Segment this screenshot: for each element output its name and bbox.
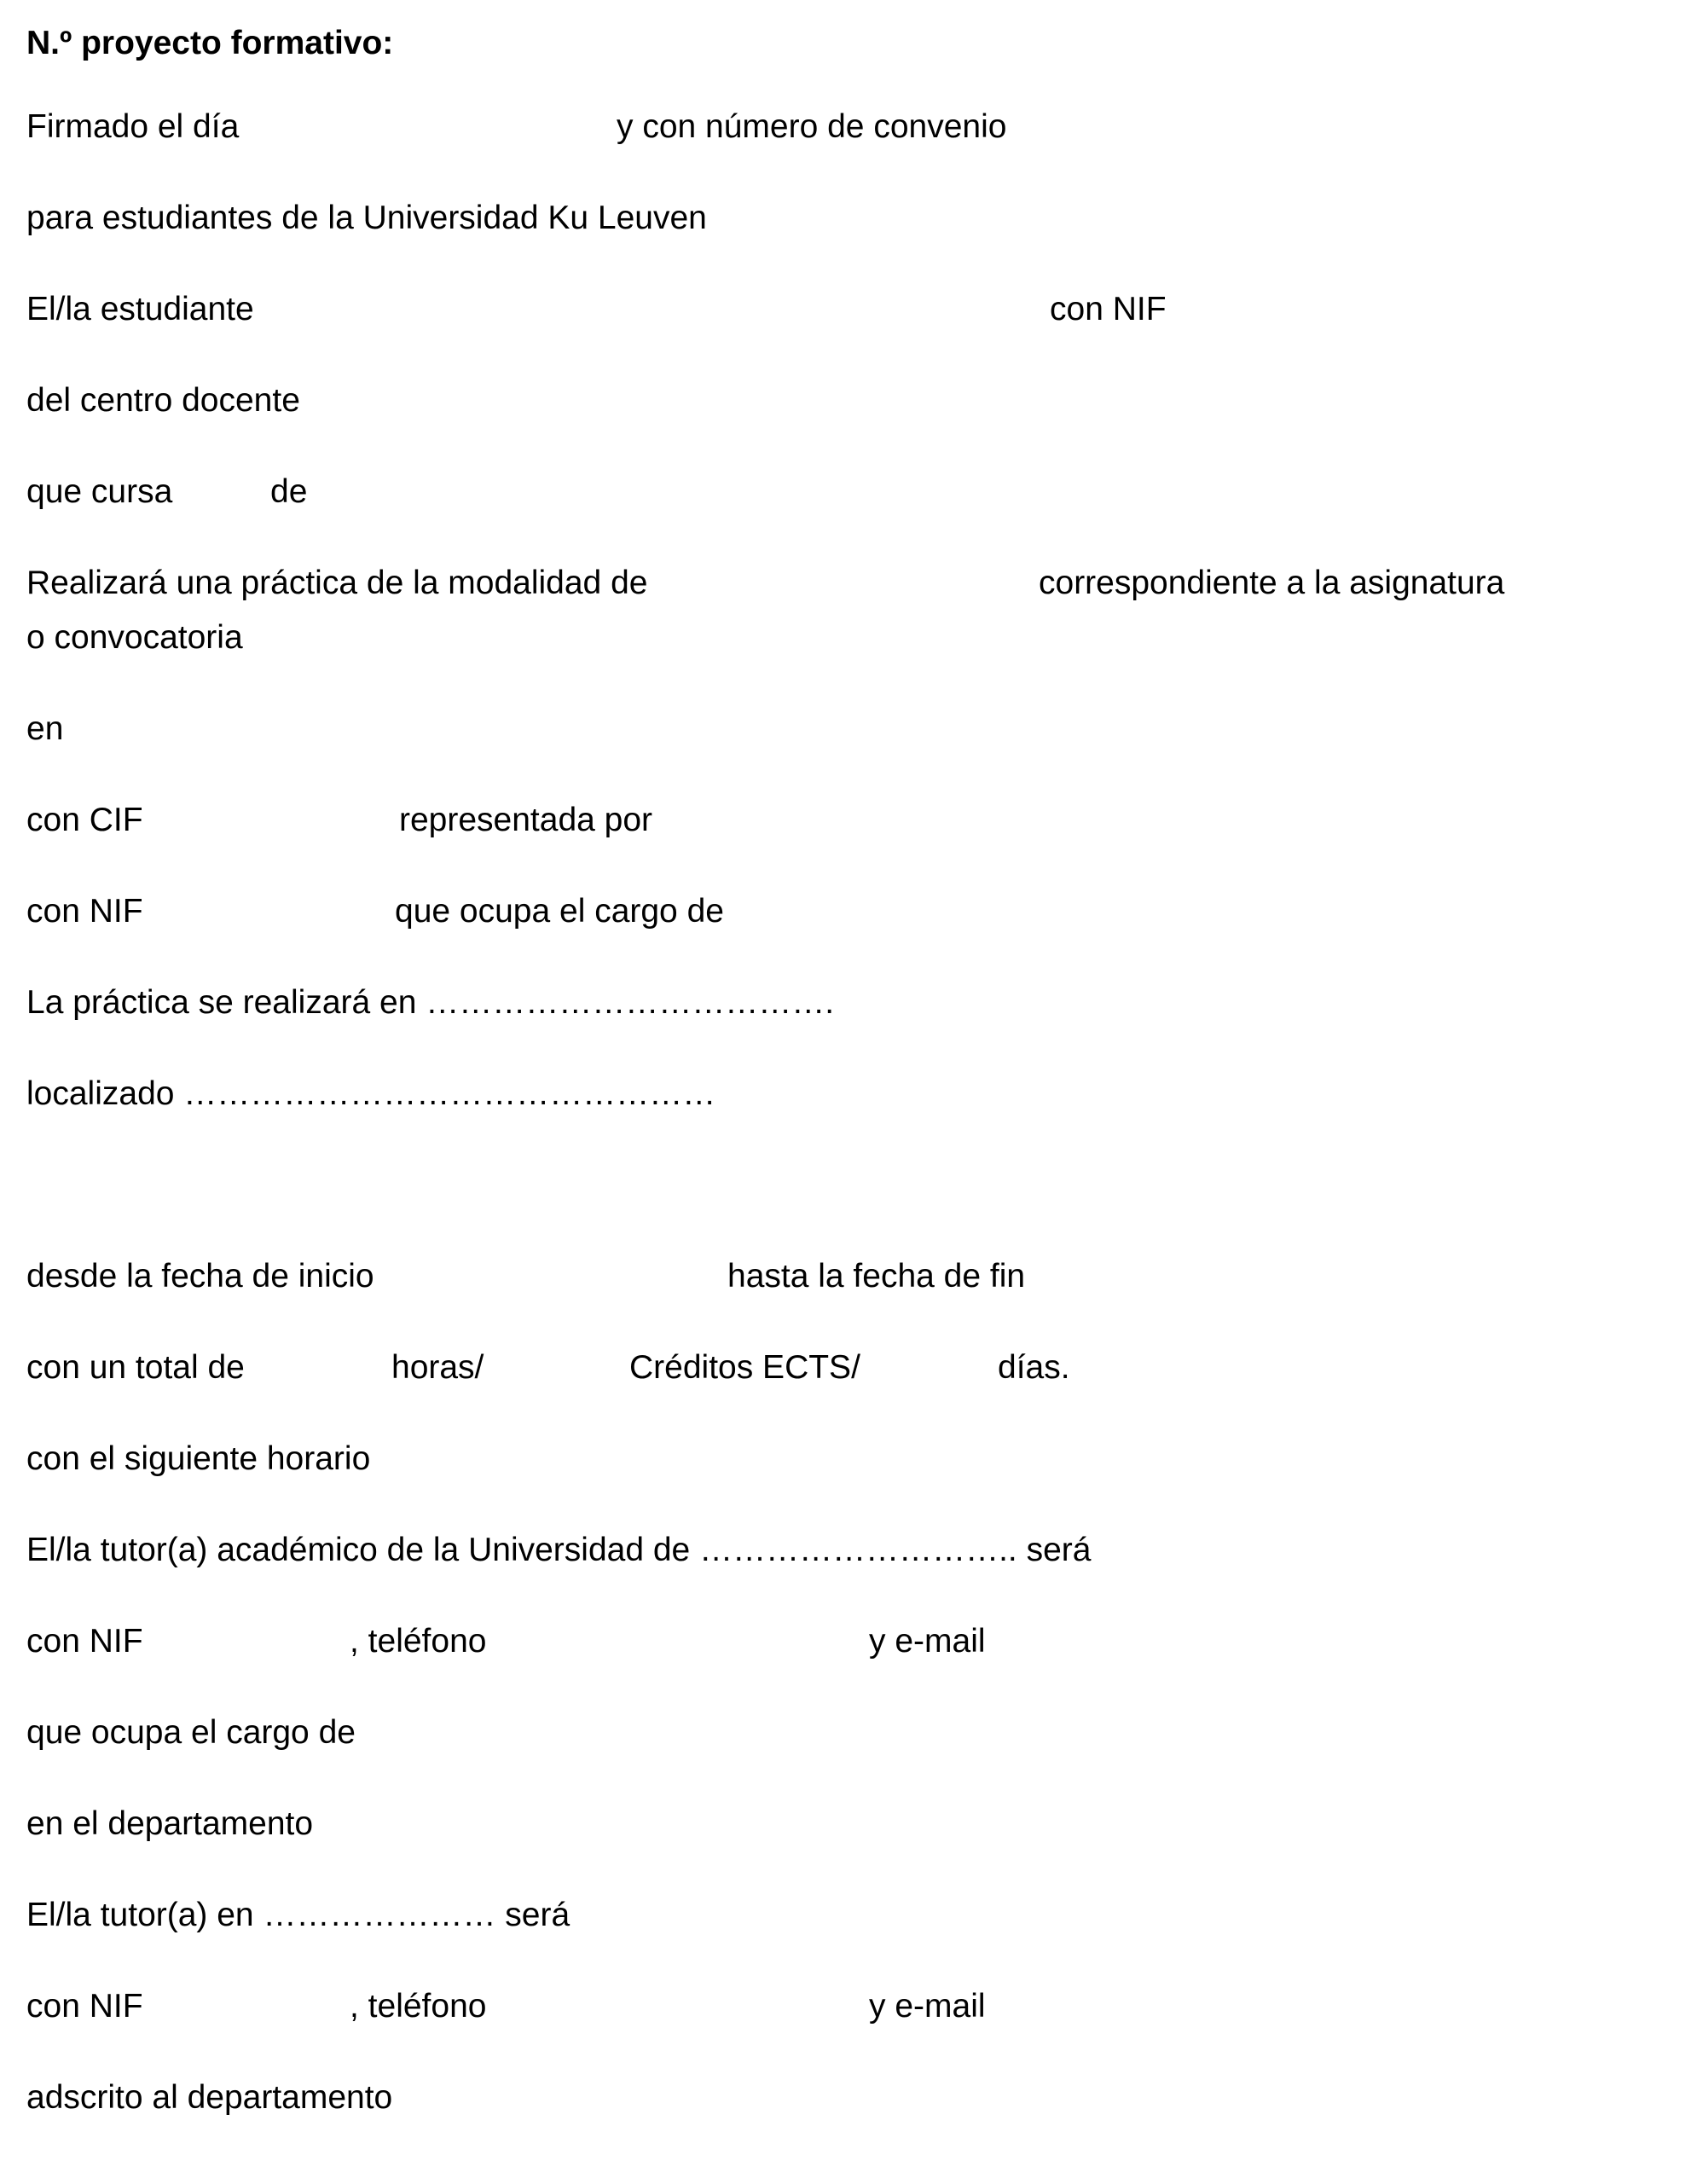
line-convocatoria: o convocatoria (26, 619, 243, 656)
line-tutor-a-nif: con NIF (26, 1623, 143, 1660)
line-para-estudiantes: para estudiantes de la Universidad Ku Leuven (26, 200, 707, 236)
line-horario: con el siguiente horario (26, 1440, 371, 1477)
line-tutor-e-email: y e-mail (869, 1988, 986, 2025)
line-estudiante-nif: con NIF (1050, 291, 1167, 327)
line-fecha-inicio: desde la fecha de inicio (26, 1258, 374, 1295)
line-total: con un total de (26, 1349, 245, 1386)
line-estudiante: El/la estudiante (26, 291, 254, 327)
line-rep-cargo: que ocupa el cargo de (395, 893, 724, 930)
line-tutor-academico: El/la tutor(a) académico de la Universidad de ……………………….. será (26, 1532, 1092, 1568)
line-tutor-e-telefono: , teléfono (350, 1988, 487, 2025)
line-asignatura: correspondiente a la asignatura (1039, 565, 1505, 601)
form-heading: N.º proyecto formativo: (26, 25, 394, 61)
line-tutor-empresa: El/la tutor(a) en ………………… será (26, 1897, 570, 1933)
line-adscrito: adscrito al departamento (26, 2079, 393, 2116)
line-tutor-a-telefono: , teléfono (350, 1623, 487, 1660)
line-cif: con CIF (26, 802, 143, 838)
line-en: en (26, 710, 64, 747)
line-rep-nif: con NIF (26, 893, 143, 930)
line-fecha-fin: hasta la fecha de fin (727, 1258, 1026, 1295)
line-creditos: Créditos ECTS/ (629, 1349, 860, 1386)
line-tutor-a-departamento: en el departamento (26, 1805, 314, 1842)
line-representada: representada por (399, 802, 653, 838)
line-centro: del centro docente (26, 382, 300, 419)
line-cursa: que cursa (26, 473, 173, 510)
line-horas: horas/ (391, 1349, 484, 1386)
line-practica-en: La práctica se realizará en ………………………………. (26, 984, 835, 1021)
line-modalidad: Realizará una práctica de la modalidad de (26, 565, 648, 601)
line-cursa-de: de (270, 473, 308, 510)
line-firmado: Firmado el día (26, 108, 240, 145)
line-tutor-a-cargo: que ocupa el cargo de (26, 1714, 356, 1751)
line-convenio: y con número de convenio (617, 108, 1007, 145)
line-localizado: localizado ………………………………………… (26, 1075, 716, 1112)
line-tutor-a-email: y e-mail (869, 1623, 986, 1660)
line-dias: días. (998, 1349, 1070, 1386)
line-tutor-e-nif: con NIF (26, 1988, 143, 2025)
